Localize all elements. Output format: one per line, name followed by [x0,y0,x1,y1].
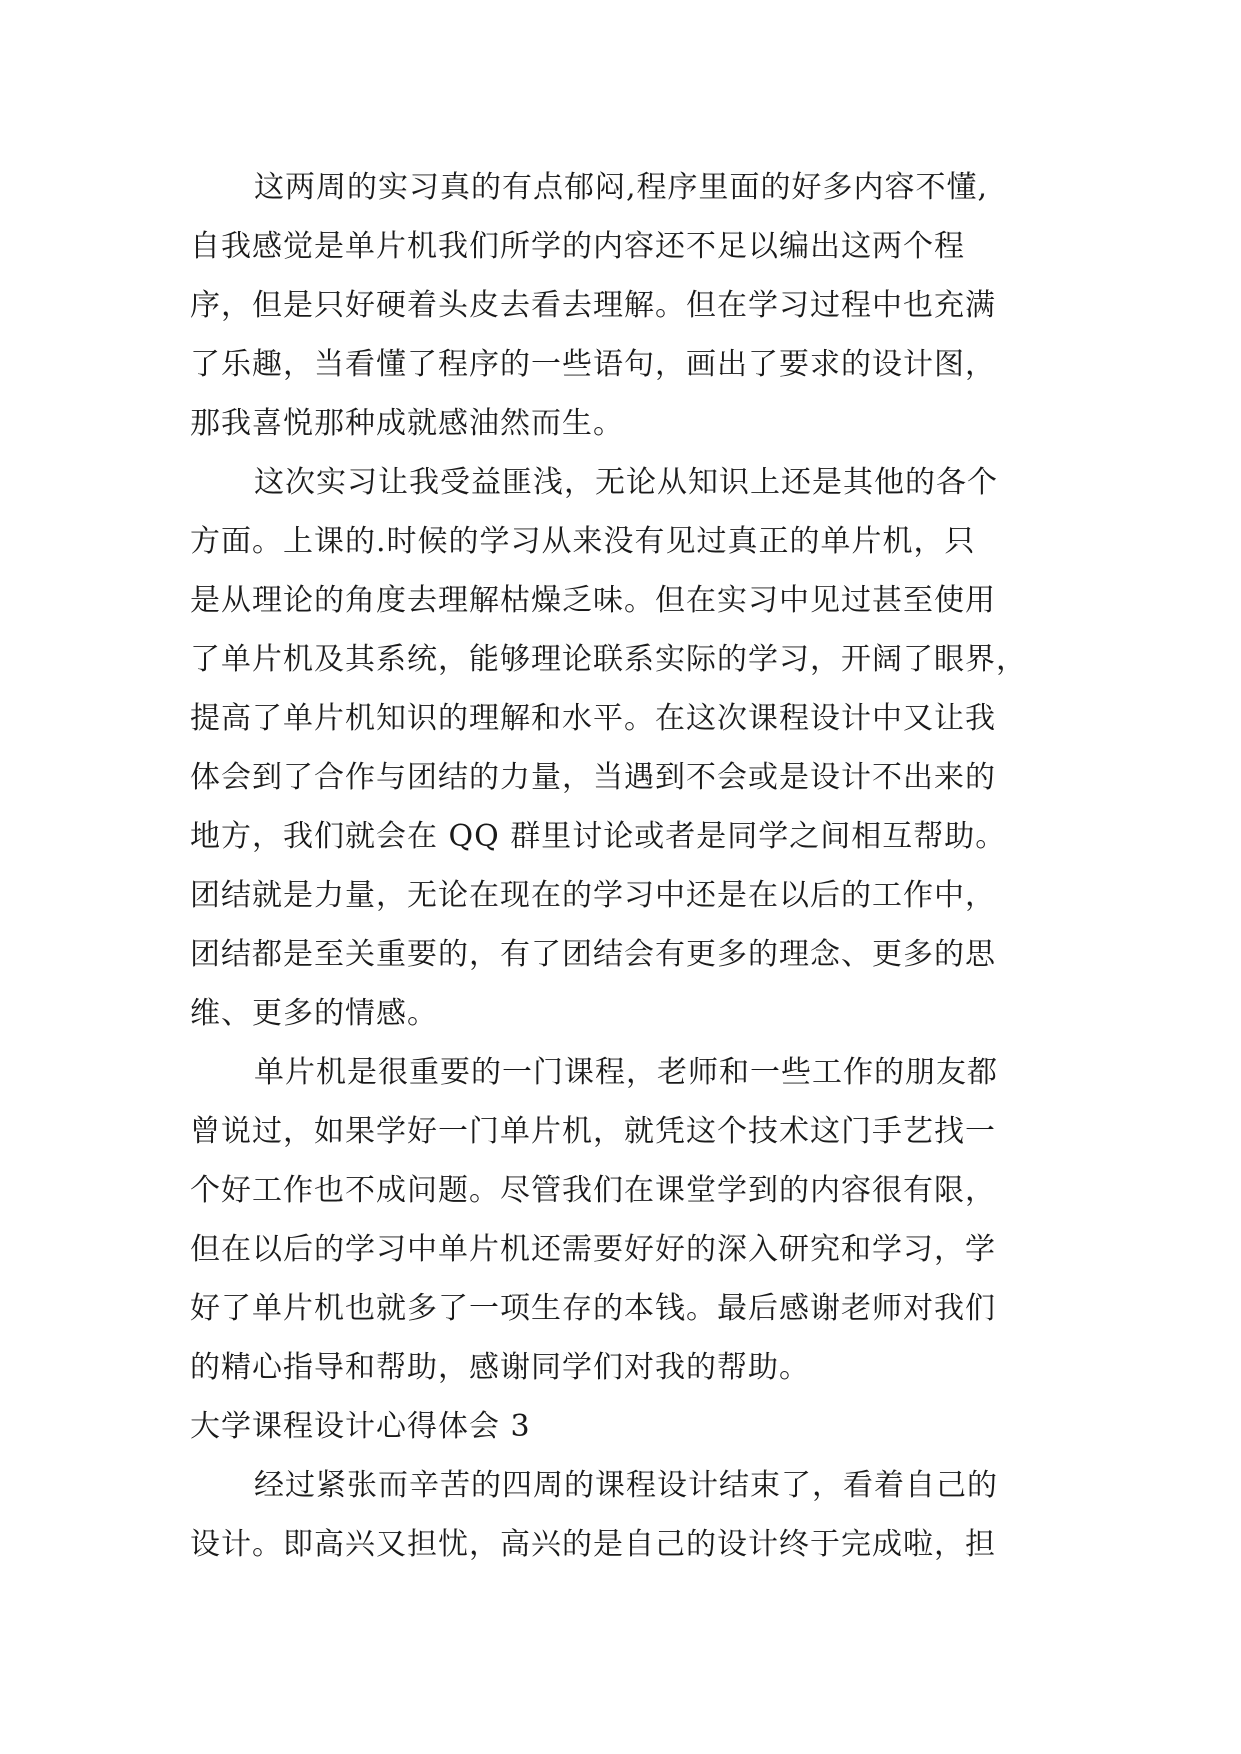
paragraph-line: 地方，我们就会在 QQ 群里讨论或者是同学之间相互帮助。 [190,819,1007,854]
document-body [190,158,1062,1574]
paragraph-line: 但在以后的学习中单片机还需要好好的深入研究和学习，学 [190,1232,996,1267]
paragraph-line: 团结都是至关重要的，有了团结会有更多的理念、更多的思 [190,937,996,972]
paragraph-1 [190,158,1062,453]
paragraph-line: 单片机是很重要的一门课程，老师和一些工作的朋友都 [254,1055,998,1090]
paragraph-line: 序，但是只好硬着头皮去看去理解。但在学习过程中也充满 [190,288,996,323]
paragraph-line: 个好工作也不成问题。尽管我们在课堂学到的内容很有限， [190,1173,996,1208]
paragraph-line: 方面。上课的.时候的学习从来没有见过真正的单片机，只 [190,524,976,559]
paragraph-line: 这两周的实习真的有点郁闷,程序里面的好多内容不懂, [254,170,989,205]
paragraph-line: 了乐趣，当看懂了程序的一些语句，画出了要求的设计图， [190,347,996,382]
paragraph-line: 了单片机及其系统，能够理论联系实际的学习，开阔了眼界， [190,642,1027,677]
paragraph-line: 这次实习让我受益匪浅，无论从知识上还是其他的各个 [254,465,998,500]
paragraph-line: 那我喜悦那种成就感油然而生。 [190,406,624,441]
paragraph-3 [190,1043,1062,1397]
paragraph-line: 团结就是力量，无论在现在的学习中还是在以后的工作中， [190,878,996,913]
paragraph-line: 维、更多的情感。 [190,996,438,1031]
section-heading: 大学课程设计心得体会 3 [190,1409,531,1444]
paragraph-line: 设计。即高兴又担忧，高兴的是自己的设计终于完成啦，担 [190,1527,996,1562]
paragraph-line: 曾说过，如果学好一门单片机，就凭这个技术这门手艺找一 [190,1114,996,1149]
paragraph-line: 提高了单片机知识的理解和水平。在这次课程设计中又让我 [190,701,996,736]
paragraph-line: 经过紧张而辛苦的四周的课程设计结束了，看着自己的 [254,1468,998,1503]
paragraph-line: 是从理论的角度去理解枯燥乏味。但在实习中见过甚至使用 [190,583,996,618]
paragraph-line: 的精心指导和帮助，感谢同学们对我的帮助。 [190,1350,810,1385]
paragraph-2 [190,453,1062,1043]
paragraph-line: 体会到了合作与团结的力量，当遇到不会或是设计不出来的 [190,760,996,795]
paragraph-line: 好了单片机也就多了一项生存的本钱。最后感谢老师对我们 [190,1291,996,1326]
paragraph-line: 自我感觉是单片机我们所学的内容还不足以编出这两个程 [190,229,965,264]
paragraph-4 [190,1456,1062,1574]
